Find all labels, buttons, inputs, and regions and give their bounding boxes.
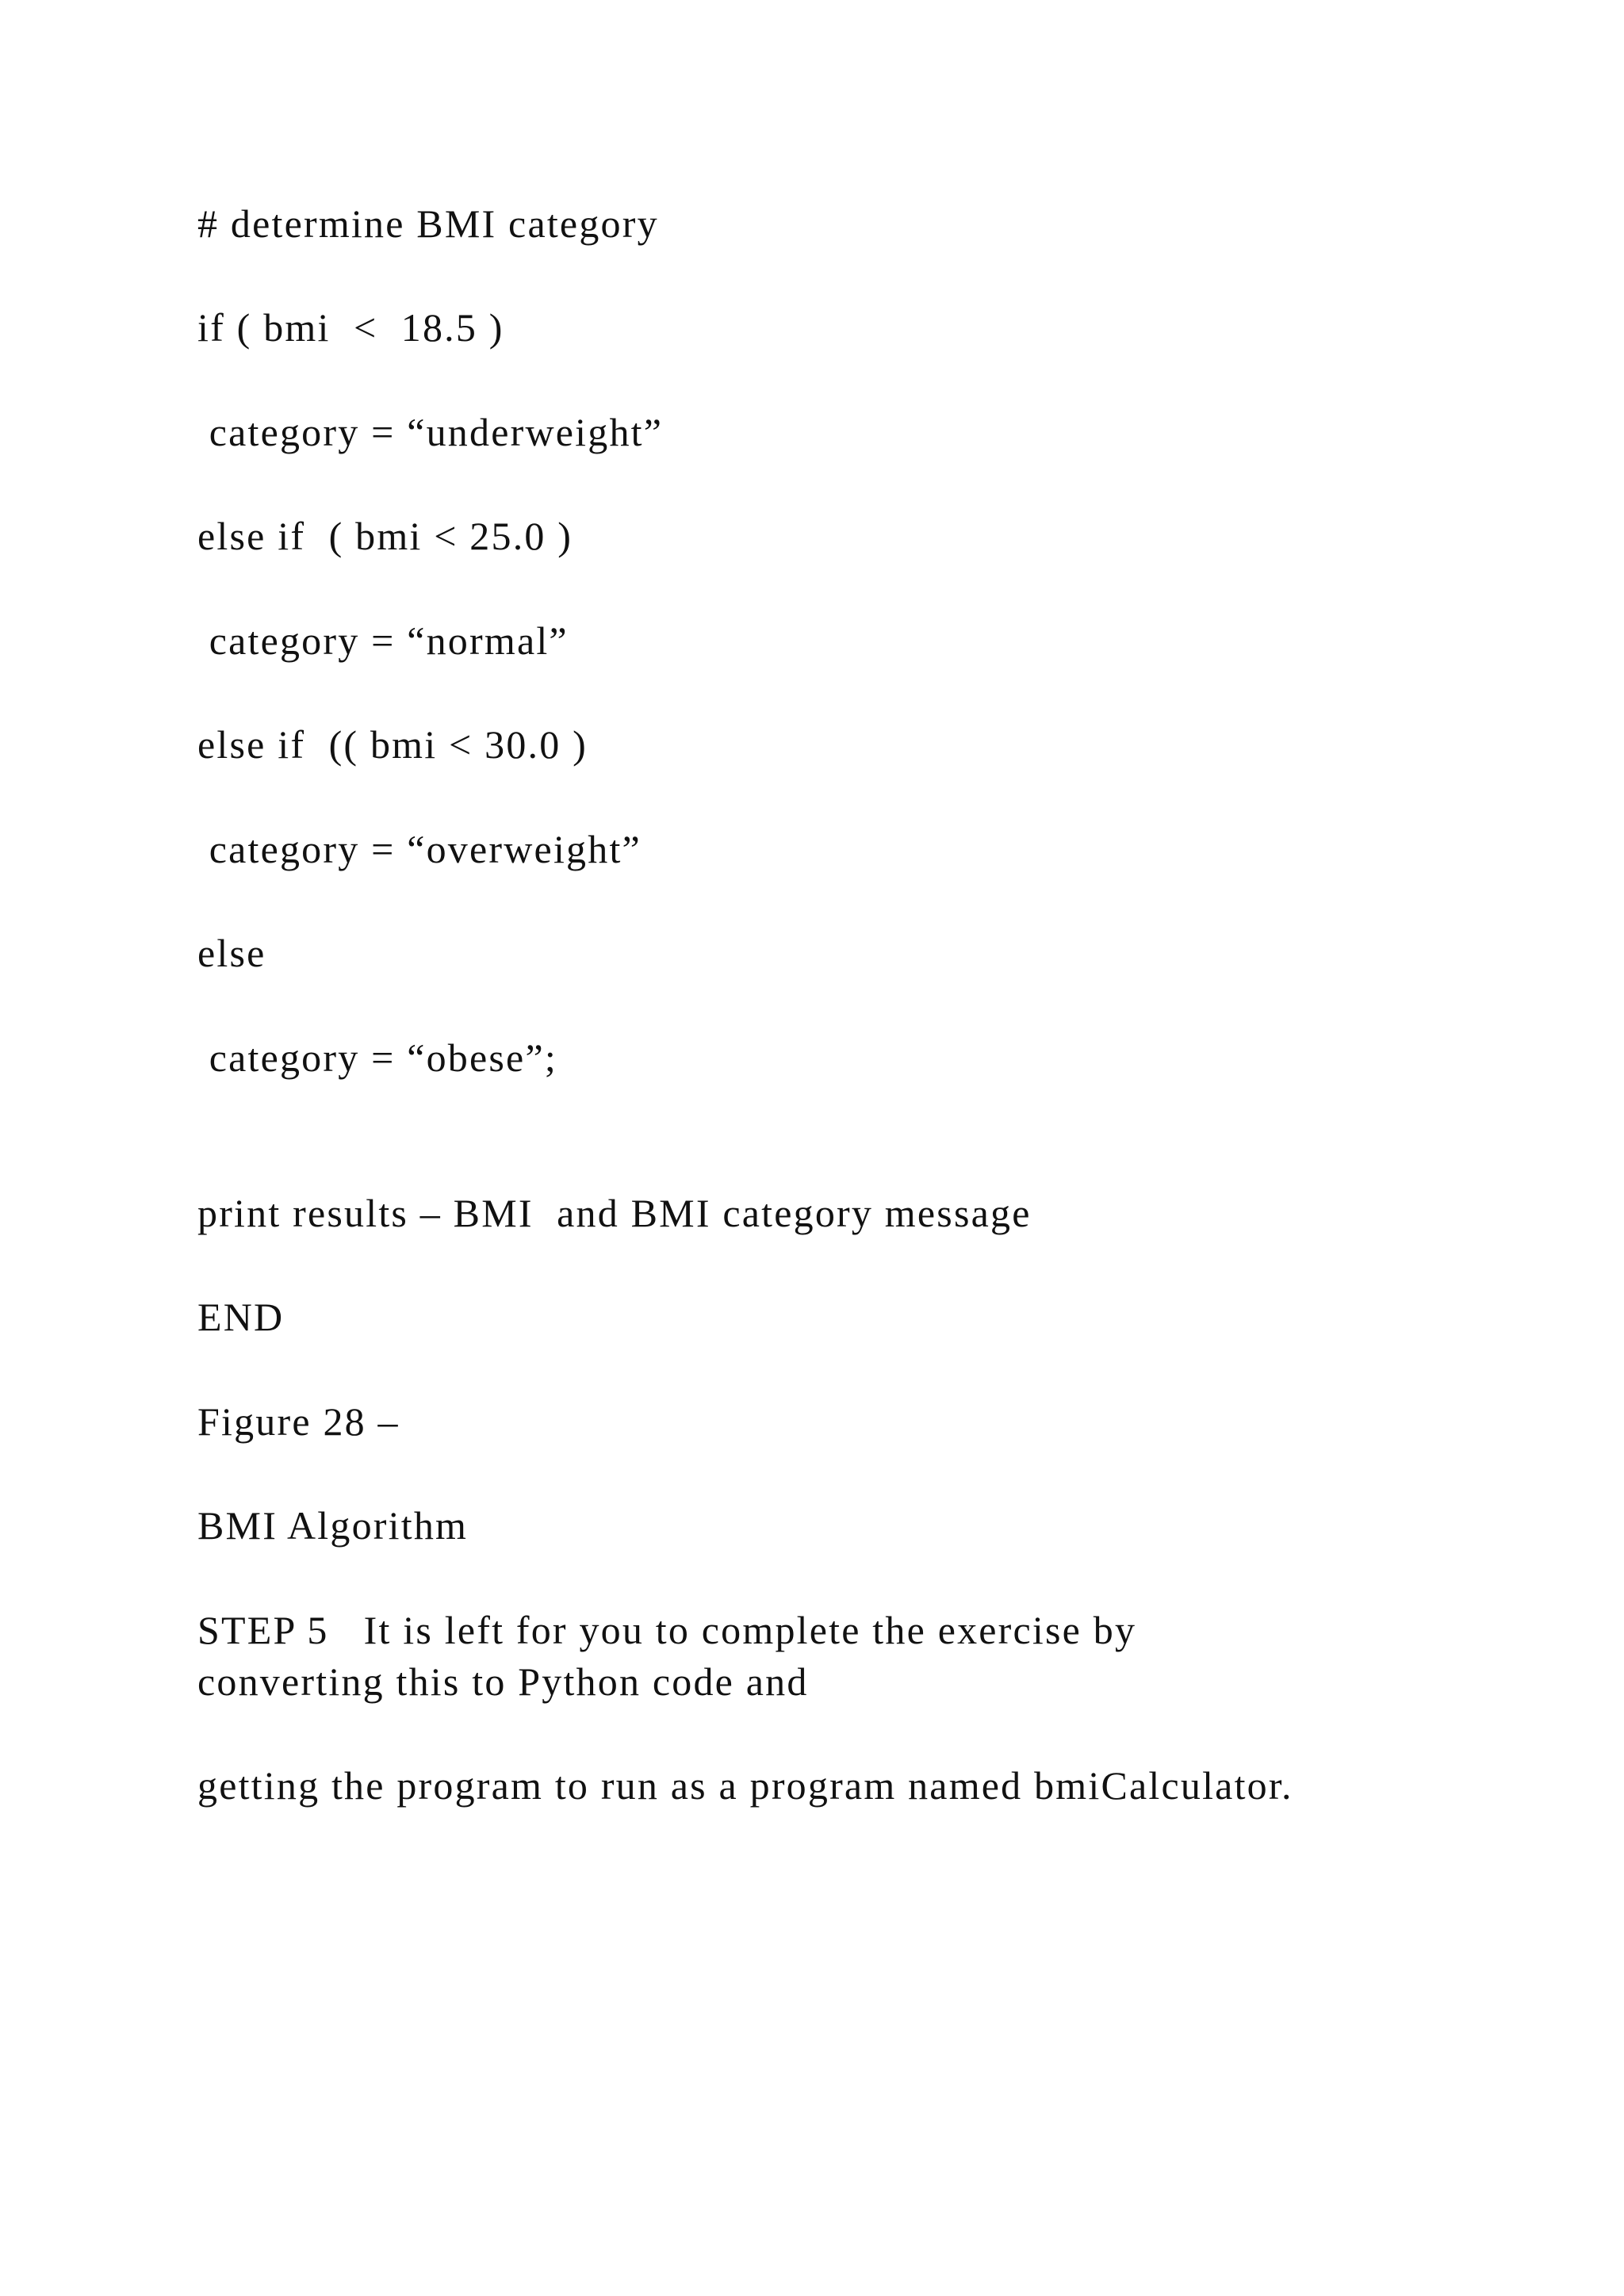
if-underweight-condition: if ( bmi < 18.5 )	[197, 305, 504, 350]
end-keyword: END	[197, 1295, 285, 1339]
figure-label: Figure 28 –	[197, 1399, 400, 1444]
assign-normal: category = “normal”	[197, 618, 569, 663]
comment-determine-category: # determine BMI category	[197, 201, 659, 246]
else-if-overweight-condition: else if (( bmi < 30.0 )	[197, 722, 588, 767]
assign-underweight: category = “underweight”	[197, 410, 664, 454]
step-5-program-name: getting the program to run as a program named bmiCalculator.	[197, 1763, 1293, 1808]
print-results-line: print results – BMI and BMI category message	[197, 1191, 1032, 1235]
else-keyword: else	[197, 931, 266, 975]
step-5-instruction: STEP 5 It is left for you to complete the exercise by	[197, 1608, 1137, 1652]
else-if-normal-condition: else if ( bmi < 25.0 )	[197, 514, 573, 558]
assign-obese: category = “obese”;	[197, 1035, 557, 1080]
assign-overweight: category = “overweight”	[197, 827, 642, 871]
figure-caption: BMI Algorithm	[197, 1503, 469, 1548]
step-5-instruction-continued: converting this to Python code and	[197, 1659, 809, 1704]
